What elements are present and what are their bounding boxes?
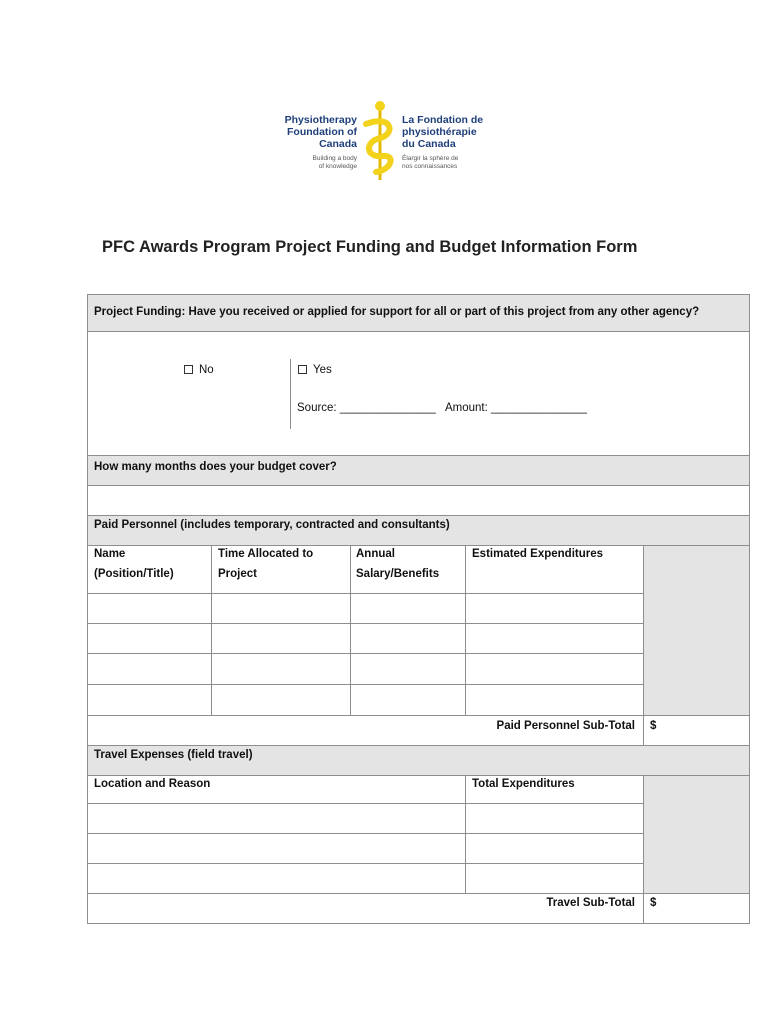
- amount-label: Amount:: [444, 402, 488, 414]
- col-total-header: Total Expenditures: [472, 778, 575, 790]
- caduceus-icon: [362, 100, 398, 182]
- travel-subtotal-field[interactable]: [662, 894, 749, 923]
- funding-question-row: [88, 295, 749, 331]
- travel-subtotal-label: Travel Sub-Total: [546, 897, 635, 909]
- travel-subtotal-currency: $: [650, 897, 657, 909]
- personnel-name-field[interactable]: [88, 685, 211, 715]
- logo-tagline-fr-2: nos connaissances: [402, 163, 458, 170]
- personnel-subtotal-field[interactable]: [662, 716, 749, 745]
- yes-option[interactable]: [298, 363, 332, 377]
- logo-tagline-en-2: of knowledge: [318, 163, 357, 170]
- col-time-header: Time Allocated to Project: [218, 548, 314, 580]
- personnel-subtotal-label: Paid Personnel Sub-Total: [496, 720, 635, 732]
- source-field[interactable]: _______________: [339, 402, 436, 414]
- page-title: PFC Awards Program Project Funding and Budget Information Form: [102, 238, 638, 256]
- source-label: Source:: [297, 402, 337, 414]
- no-label: No: [199, 364, 214, 376]
- logo-french: [402, 114, 512, 171]
- personnel-heading-row: [88, 516, 749, 545]
- col-name-header: Name (Position/Title): [94, 548, 174, 580]
- logo-name-en-2: Foundation of: [287, 126, 357, 138]
- travel-location-field[interactable]: [88, 804, 465, 833]
- travel-location-field[interactable]: [88, 864, 465, 893]
- personnel-name-field[interactable]: [88, 624, 211, 653]
- no-checkbox[interactable]: [184, 365, 193, 374]
- pfc-logo: [270, 96, 500, 182]
- amount-field[interactable]: _______________: [491, 402, 587, 414]
- col-estimated-header: Estimated Expenditures: [472, 548, 604, 560]
- logo-name-fr-2: physiothérapie: [402, 126, 477, 138]
- yes-checkbox[interactable]: [298, 365, 307, 374]
- no-option[interactable]: [184, 363, 214, 377]
- funding-question: Project Funding: Have you received or applied for support for all or part of this project from any other agency?: [94, 306, 700, 318]
- personnel-shaded-cell: [643, 546, 749, 715]
- logo-name-en-1: Physiotherapy: [284, 114, 357, 126]
- personnel-subtotal-currency: $: [650, 720, 657, 732]
- budget-form: [87, 294, 750, 924]
- logo-name-fr-1: La Fondation de: [402, 114, 484, 126]
- col-salary-header: Annual Salary/Benefits: [356, 548, 440, 580]
- logo-tagline-fr-1: Élargir la sphère de: [402, 155, 459, 162]
- logo-tagline-en-1: Building a body: [312, 155, 357, 162]
- personnel-name-field[interactable]: [88, 654, 211, 684]
- months-answer-field[interactable]: [88, 486, 749, 515]
- yes-label: Yes: [313, 364, 332, 376]
- logo-name-en-3: Canada: [319, 138, 357, 150]
- source-amount-line: [297, 401, 587, 415]
- personnel-heading: Paid Personnel (includes temporary, contracted and consultants): [94, 519, 450, 531]
- logo-english: [270, 114, 357, 171]
- months-question: How many months does your budget cover?: [94, 461, 337, 473]
- personnel-name-field[interactable]: [88, 594, 211, 623]
- travel-heading: Travel Expenses (field travel): [94, 749, 253, 761]
- logo-name-fr-3: du Canada: [402, 138, 456, 150]
- travel-location-field[interactable]: [88, 834, 465, 863]
- travel-shaded-cell: [643, 776, 749, 893]
- months-question-row: [88, 456, 749, 485]
- travel-heading-row: [88, 746, 749, 775]
- col-location-header: Location and Reason: [94, 778, 211, 790]
